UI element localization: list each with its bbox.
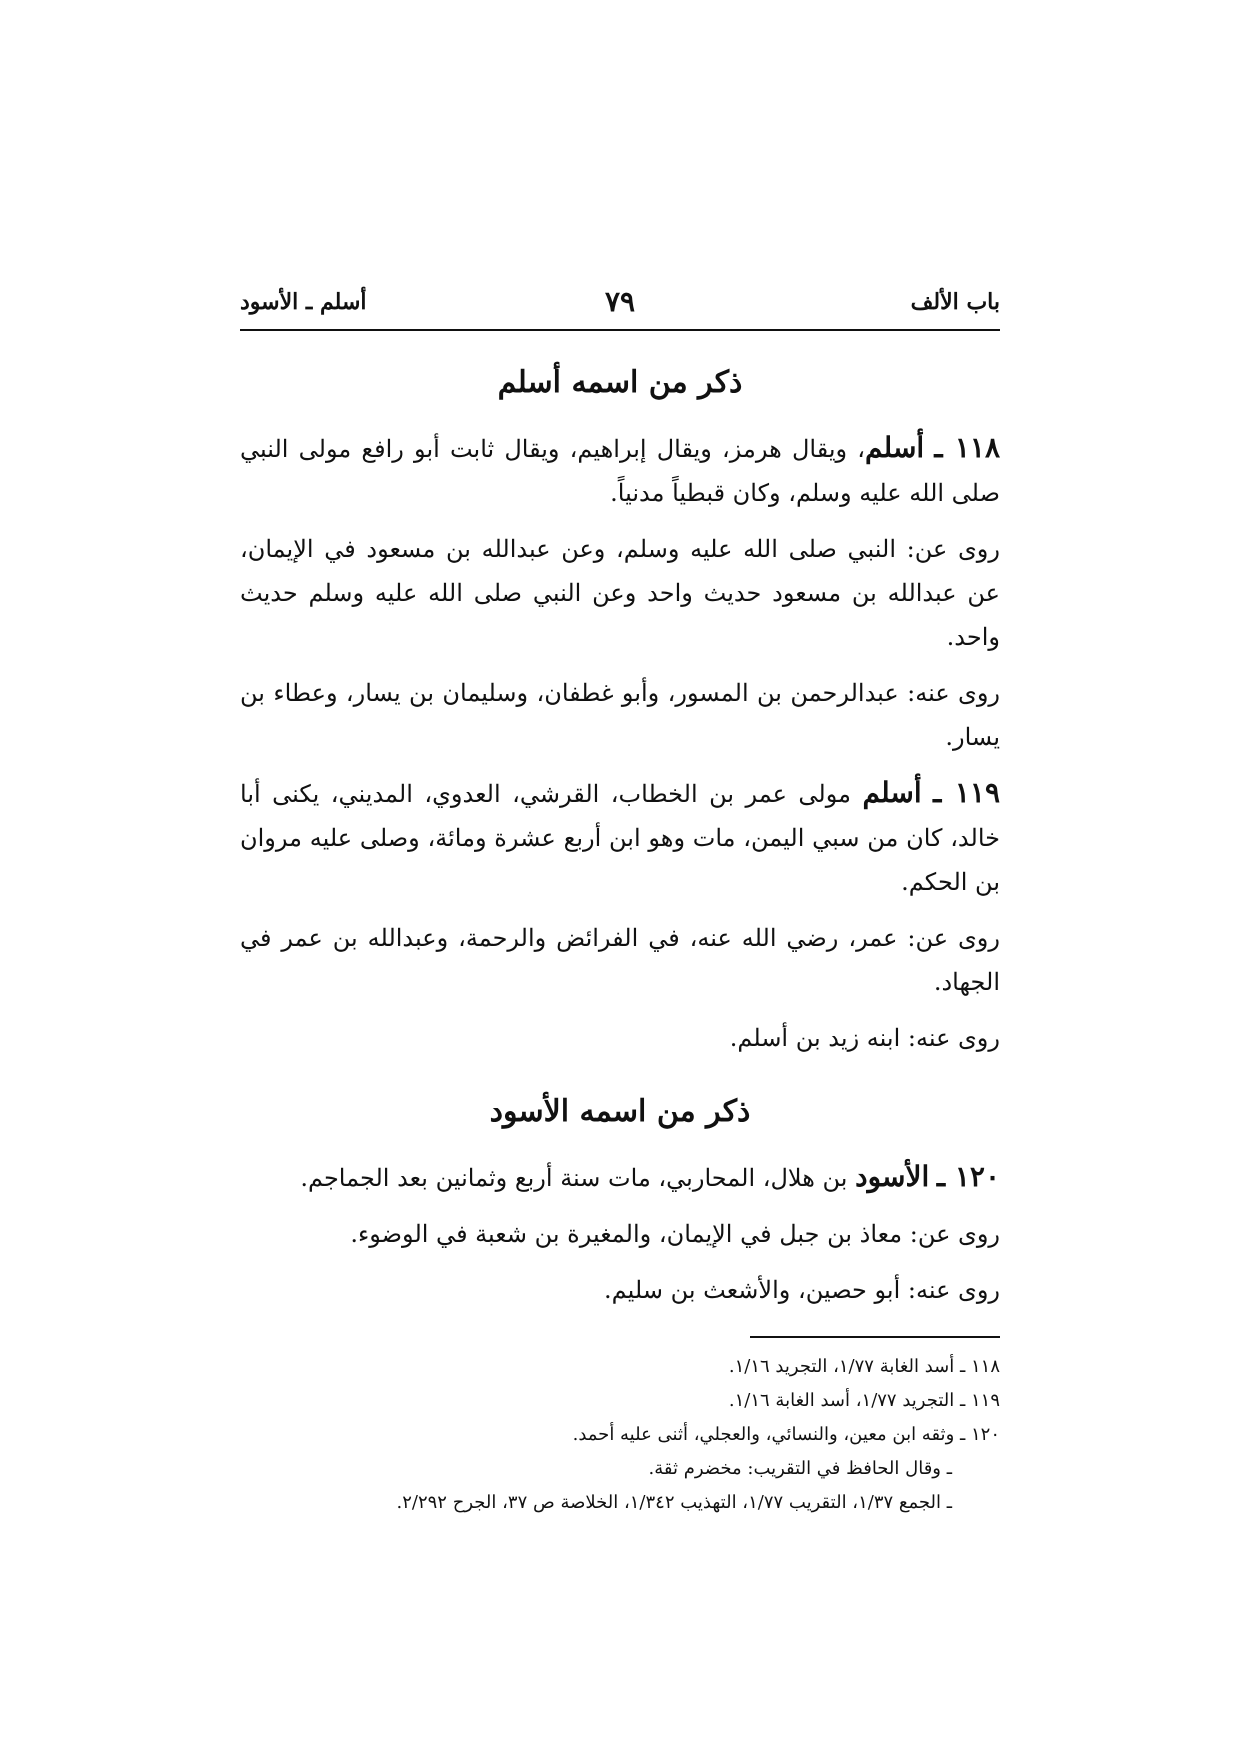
footnote-120-sources: ـ الجمع ١/٣٧، التقريب ١/٧٧، التهذيب ١/٣٤٢، الخلاصة ص ٣٧، الجرح ٢/٢٩٢. (396, 1492, 952, 1513)
footnote-118: ١١٨ ـ أسد الغابة ١/٧٧، التجريد ١/١٦. (728, 1356, 1000, 1377)
narrated-from-118: روى عن: النبي صلى الله عليه وسلم، وعن عبدالله بن مسعود في الإيمان، عن عبدالله بن مسعود حديث واحد وعن النبي صلى الله عليه وسلم حديث واحد. (240, 535, 1000, 651)
entry-118 (240, 426, 1000, 515)
entry-text: مولى عمر بن الخطاب، القرشي، العدوي، المديني، يكنى أبا خالد، كان من سبي اليمن، مات وهو ابن أربع عشرة ومائة، وصلى عليه مروان بن الحكم. (240, 780, 1000, 896)
section-title-aslam: ذكر من اسمه أسلم (497, 365, 743, 400)
narrated-by-119: روى عنه: ابنه زيد بن أسلم. (729, 1024, 1000, 1052)
entry-number: ١٢٠ ـ (936, 1160, 1000, 1193)
footnote-119: ١١٩ ـ التجريد ١/٧٧، أسد الغابة ١/١٦. (728, 1390, 1000, 1411)
page-header (240, 285, 1000, 331)
narrated-from-120: روى عن: معاذ بن جبل في الإيمان، والمغيرة بن شعبة في الوضوء. (350, 1220, 1000, 1248)
chapter-title: باب الألف (910, 289, 1000, 315)
entry-119 (240, 771, 1000, 904)
footnote-120-taqrib: ـ وقال الحافظ في التقريب: مخضرم ثقة. (648, 1458, 952, 1479)
section-title-aswad: ذكر من اسمه الأسود (489, 1094, 751, 1129)
footnote-120: ١٢٠ ـ وثقه ابن معين، والنسائي، والعجلي، أثنى عليه أحمد. (572, 1424, 1000, 1445)
entry-name: أسلم (862, 776, 922, 809)
running-title: أسلم ـ الأسود (240, 289, 367, 315)
narrated-by-118: روى عنه: عبدالرحمن بن المسور، وأبو غطفان، وسليمان بن يسار، وعطاء بن يسار. (240, 679, 1001, 751)
entry-number: ١١٨ ـ (934, 431, 1000, 464)
footnote-divider (750, 1336, 1000, 1338)
page-number: ٧٩ (604, 285, 636, 318)
entry-number: ١١٩ ـ (933, 776, 1000, 809)
book-page (240, 285, 1000, 1520)
entry-120 (240, 1155, 1000, 1200)
entry-text: بن هلال، المحاربي، مات سنة أربع وثمانين بعد الجماجم. (300, 1164, 848, 1192)
entry-name: أسلم (865, 431, 925, 464)
narrated-by-120: روى عنه: أبو حصين، والأشعث بن سليم. (604, 1276, 1000, 1304)
narrated-from-119: روى عن: عمر، رضي الله عنه، في الفرائض والرحمة، وعبدالله بن عمر في الجهاد. (240, 924, 1000, 996)
entry-name: الأسود (855, 1160, 930, 1193)
entry-text: ، ويقال هرمز، ويقال إبراهيم، ويقال ثابت أبو رافع مولى النبي صلى الله عليه وسلم، وكان قبطياً مدنياً. (240, 435, 1000, 507)
